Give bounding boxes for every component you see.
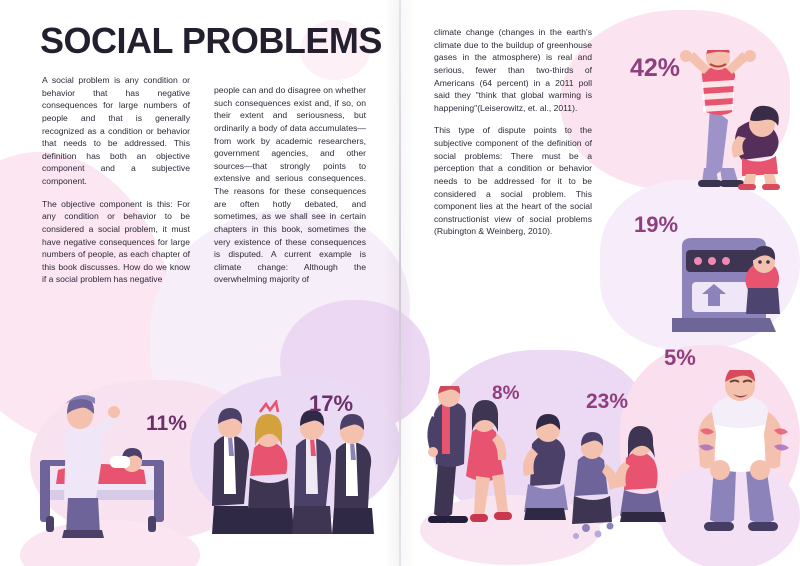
illustration-healthcare-bed (36, 386, 186, 538)
paragraph: people can and do disagree on whether such consequences exist and, if so, on their extent and seriousness, but ordinarily a body of data accumulates—from work by academic researchers, government agencies, and other sources—that strongly points to extensive and serious consequences. The reasons for these consequences are often hotly debated, and sometimes, as we shall see in certain chapters in this book, sometimes the very existence of these consequences is disputed. A current example is climate change: Although the overwhelming majority of (214, 85, 366, 285)
illustration-smoking-couple (424, 386, 516, 538)
page-fold-shadow (401, 0, 416, 566)
stat-42: 42% (630, 54, 681, 82)
stat-23: 23% (586, 390, 629, 413)
paragraph: A social problem is any condition or behavior that has negative consequences for large numbers of people and that is generally recognized as a condition or behavior that needs to be addressed. This definition has both an objective component and a subjective component. (42, 75, 190, 186)
body-text-column-2 (214, 84, 366, 296)
body-text-column-3 (434, 26, 592, 248)
illustration-aggressive-man (690, 370, 798, 542)
body-text-column-1 (42, 74, 190, 296)
stat-8: 8% (492, 383, 520, 404)
paragraph: The objective component is this: For any condition or behavior to be considered a social problem, it must have negative consequences for large numbers of people, as each chapter of this book discusses. How do we know if a social problem has negative (42, 198, 190, 285)
page-title: SOCIAL PROBLEMS (40, 20, 382, 61)
stat-19: 19% (634, 212, 679, 237)
page-fold (399, 0, 401, 566)
paragraph: This type of dispute points to the subjective component of the definition of social problems: There must be a perception that a condition or behavior needs to be addressed for it to be considered a social problem. This component lies at the heart of the social constructionist view of social problems (Rubington & Weinberg, 2010). (434, 125, 592, 237)
stat-5: 5% (664, 345, 696, 370)
illustration-robbery-atm (672, 228, 790, 340)
stat-17: 17% (309, 391, 354, 416)
stat-11: 11% (146, 412, 187, 435)
illustration-stressed-group (208, 400, 388, 540)
illustration-addiction-group (520, 408, 680, 540)
illustration-domestic-violence (676, 50, 794, 190)
paragraph: climate change (changes in the earth's climate due to the buildup of greenhouse gases in the atmosphere) is real and serious, fewer than two-thirds of Americans (64 percent) in a 2011 poll said they "think that global warming is happening"(Leiserowitz, et. al., 2011). (434, 27, 592, 113)
